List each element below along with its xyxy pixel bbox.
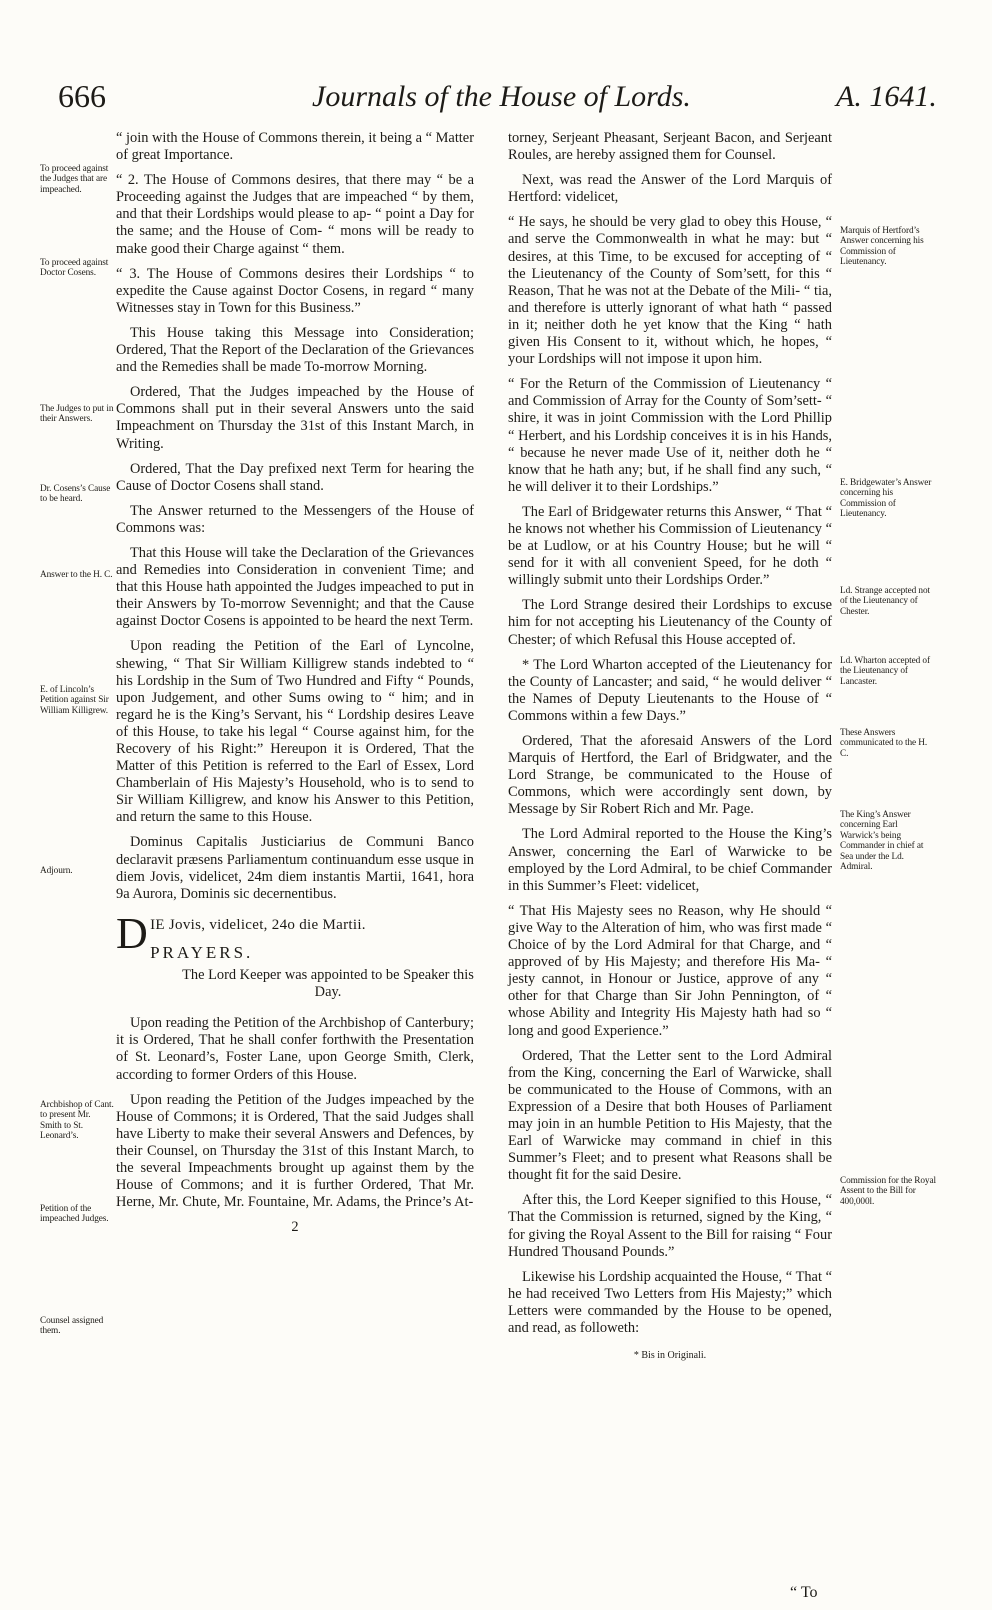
margin-note: Commission for the Royal Assent to the Bill for 400,000l. bbox=[840, 1176, 936, 1207]
speaker-note: The Lord Keeper was appointed to be Speaker this Day. bbox=[182, 967, 474, 1001]
catchword: “ To bbox=[790, 1584, 818, 1601]
margin-note: Ld. Wharton accepted of the Lieutenancy of Lancaster. bbox=[840, 656, 930, 687]
paragraph: “ He says, he should be very glad to obey this House, “ and serve the Commonwealth in what he may: but “ desires, at this Time, to be excused for accepting of “ the Lieutenancy of the County of Som’sett, for this “ Reason, That he was not at the Debate of the Mili- “ tia, and therefore is utterly ignorant of what hath “ passed in it; neither doth he yet know that the King “ hath given His Consent to it, without which, he hopes, “ your Lordships will not impose it upon him. bbox=[508, 214, 832, 368]
paragraph: The Lord Admiral reported to the House the King’s Answer, concerning the Earl of Warwicke to be employed by the Lord Admiral, to be chief Commander in this Summer’s Fleet: videlicet, bbox=[508, 826, 832, 894]
paragraph: After this, the Lord Keeper signified to this House, “ That the Commission is returned, signed by the King, “ for giving the Royal Assent to the Bill for raising “ Four Hundred Thousand Pounds.” bbox=[508, 1192, 832, 1260]
margin-note: E. of Lincoln’s Petition against Sir William Killigrew. bbox=[40, 685, 109, 716]
paragraph: This House taking this Message into Consideration; Ordered, That the Report of the Declaration of the Grievances and the Remedies shall be made To-morrow Morning. bbox=[116, 324, 474, 376]
paragraph: Dominus Capitalis Justiciarius de Communi Banco declaravit præsens Parliamentum continuandum esse usque in diem Jovis, videlicet, 24m diem instantis Martii, 1641, hora 9a Aurora, Dominis sic decernentibus. bbox=[116, 834, 474, 902]
margin-note: Archbishop of Cant. to present Mr. Smith to St. Leonard’s. bbox=[40, 1100, 114, 1142]
paragraph: * The Lord Wharton accepted of the Lieutenancy for the County of Lancaster; and said, “ he would deliver “ the Names of Deputy Lieutenants to the House of “ Commons within a few Days.” bbox=[508, 656, 832, 724]
paragraph: The Lord Strange desired their Lordships to excuse him for not accepting his Lieutenancy of the County of Chester; of which Refusal this House accepted of. bbox=[508, 597, 832, 648]
running-title: Journals of the House of Lords. bbox=[312, 80, 691, 113]
paragraph: “ 2. The House of Commons desires, that there may “ be a Proceeding against the Judges that are impeached “ by them, and that their Lordships would please to ap- “ point a Day for the same; and the House of Com- “ mons will be ready to make good their Charge against “ them. bbox=[116, 172, 474, 257]
margin-note: Marquis of Hertford’s Answer concerning his Commission of Lieutenancy. bbox=[840, 226, 924, 268]
page-number: 666 bbox=[58, 78, 106, 114]
page-header bbox=[0, 78, 992, 128]
margin-note: The Judges to put in their Answers. bbox=[40, 404, 114, 425]
margin-note: Dr. Cosens’s Cause to be heard. bbox=[40, 484, 111, 505]
footnote: * Bis in Originali. bbox=[633, 1350, 707, 1362]
paragraph: Upon reading the Petition of the Archbishop of Canterbury; it is Ordered, That he shall confer forthwith the Presentation of St. Leonard’s, Foster Lane, upon George Smith, Clerk, according to former Orders of this House. bbox=[116, 1015, 474, 1083]
drop-cap: D bbox=[116, 908, 149, 958]
left-column bbox=[116, 130, 474, 1238]
prayers-heading: PRAYERS. bbox=[150, 942, 254, 962]
paragraph: Ordered, That the Day prefixed next Term for hearing the Cause of Doctor Cosens shall stand. bbox=[116, 460, 474, 494]
paragraph: “ 3. The House of Commons desires their Lordships “ to expedite the Cause against Doctor Cosens, in regard “ many Witnesses stay in Town for this Business.” bbox=[116, 265, 474, 316]
paragraph: The Earl of Bridgewater returns this Answer, “ That “ he knows not whether his Commission of Lieutenancy “ be at Ludlow, or at his Country House; but he will “ send for it with all convenient Speed, for he doth “ willingly submit unto their Lordships Order.” bbox=[508, 503, 832, 589]
margin-note: Answer to the H. C. bbox=[40, 570, 113, 580]
paragraph: Likewise his Lordship acquainted the House, “ That “ he had received Two Letters from His Majesty;” which Letters were commanded by the House to be opened, and read, as followeth: bbox=[508, 1268, 832, 1336]
paragraph: Ordered, That the aforesaid Answers of the Lord Marquis of Hertford, the Earl of Bridgwater, and the Lord Strange, be communicated to the House of Commons, which were accordingly sent down, by Message by Sir Robert Rich and Mr. Page. bbox=[508, 733, 832, 818]
paragraph: “ That His Majesty sees no Reason, why He should “ give Way to the Alteration of him, who was first made “ Choice of by the Lord Admiral for that Charge, and “ approved of by His Majesty; and therefore His Ma- “ jesty cannot, in Honour or Justice, approve of any “ other for that Charge than Sir John Pennington, of “ whose Ability and Integrity His Majesty hath had so “ long and good Experience.” bbox=[508, 902, 832, 1039]
right-column bbox=[508, 130, 832, 1364]
paragraph: Upon reading the Petition of the Judges impeached by the House of Commons; it is Ordered, That the said Judges shall have Liberty to make their several Answers and Defences, by their Counsel, on Thursday the 31st of this Instant March, to the several Impeachments brought up against them by the House of Commons; and it is further Ordered, That Mr. Herne, Mr. Chute, Mr. Fountaine, Mr. Adams, the Prince’s At- bbox=[116, 1091, 474, 1211]
margin-note: Ld. Strange accepted not of the Lieutenancy of Chester. bbox=[840, 586, 931, 617]
margin-note: Counsel assigned them. bbox=[40, 1316, 104, 1337]
margin-note: E. Bridgewater’s Answer concerning his Commission of Lieutenancy. bbox=[840, 478, 932, 520]
margin-note: Petition of the impeached Judges. bbox=[40, 1204, 109, 1225]
signature-mark: 2 bbox=[291, 1219, 299, 1236]
year-heading: A. 1641. bbox=[836, 80, 937, 113]
paragraph: “ For the Return of the Commission of Lieutenancy “ and Commission of Array for the County of Som’sett- “ shire, it was in joint Commission with the Lord Phillip “ Herbert, and his Lordship conceives it is in his Hands, “ because he never made Use of it, neither doth he “ know that he hath any; but, if he shall find any such, “ he will deliver it to their Lordships.” bbox=[508, 376, 832, 495]
paragraph: “ join with the House of Commons therein, it being a “ Matter of great Importance. bbox=[116, 130, 474, 164]
margin-note: These Answers communicated to the H. C. bbox=[840, 728, 928, 759]
paragraph: Ordered, That the Letter sent to the Lord Admiral from the King, concerning the Earl of Warwicke, shall be communicated to the House of Commons, with an Expression of a Desire that both Houses of Parliament may join in an humble Petition to His Majesty, that the Earl of Warwicke may command in chief in this Summer’s Fleet; and to present what Reasons shall be thought fit for the said Desire. bbox=[508, 1047, 832, 1184]
paragraph: Next, was read the Answer of the Lord Marquis of Hertford: videlicet, bbox=[508, 172, 832, 206]
margin-note: The King’s Answer concerning Earl Warwick’s being Commander in chief at Sea under the Ld. Admiral. bbox=[840, 810, 924, 873]
paragraph: That this House will take the Declaration of the Grievances and Remedies into Consideration in convenient Time; and that this House hath appointed the Judges impeached to put in their Answers by To-morrow Sevennight; and that the Cause against Doctor Cosens is appointed to be heard the next Term. bbox=[116, 544, 474, 630]
margin-note: To proceed against Doctor Cosens. bbox=[40, 258, 109, 279]
paragraph: The Answer returned to the Messengers of the House of Commons was: bbox=[116, 502, 474, 536]
paragraph: Ordered, That the Judges impeached by the House of Commons shall put in their several Answers unto the said Impeachment on Thursday the 31st of this Instant March, in Writing. bbox=[116, 384, 474, 452]
day-heading-text: IE Jovis, videlicet, 24o die Martii. bbox=[150, 916, 366, 933]
margin-note: Adjourn. bbox=[40, 866, 73, 876]
paragraph: Upon reading the Petition of the Earl of Lyncolne, shewing, “ That Sir William Killigrew stands indebted to “ his Lordship in the Sum of Two Hundred and Fifty “ Pounds, upon Judgement, and other Sums owing to “ him; and in regard he is the King’s Servant, his “ Lordship desires Leave of this House, to take his legal “ Course against him, for the Recovery of his Right:” Hereupon it is Ordered, That the Matter of this Petition is referred to the Earl of Essex, Lord Chamberlain of His Majesty’s Household, who is to send to Sir William Killigrew, and know his Answer to this Petition, and return the same to this House. bbox=[116, 638, 474, 826]
margin-note: To proceed against the Judges that are impeached. bbox=[40, 164, 109, 195]
paragraph: torney, Serjeant Pheasant, Serjeant Bacon, and Serjeant Roules, are hereby assigned them for Counsel. bbox=[508, 130, 832, 164]
